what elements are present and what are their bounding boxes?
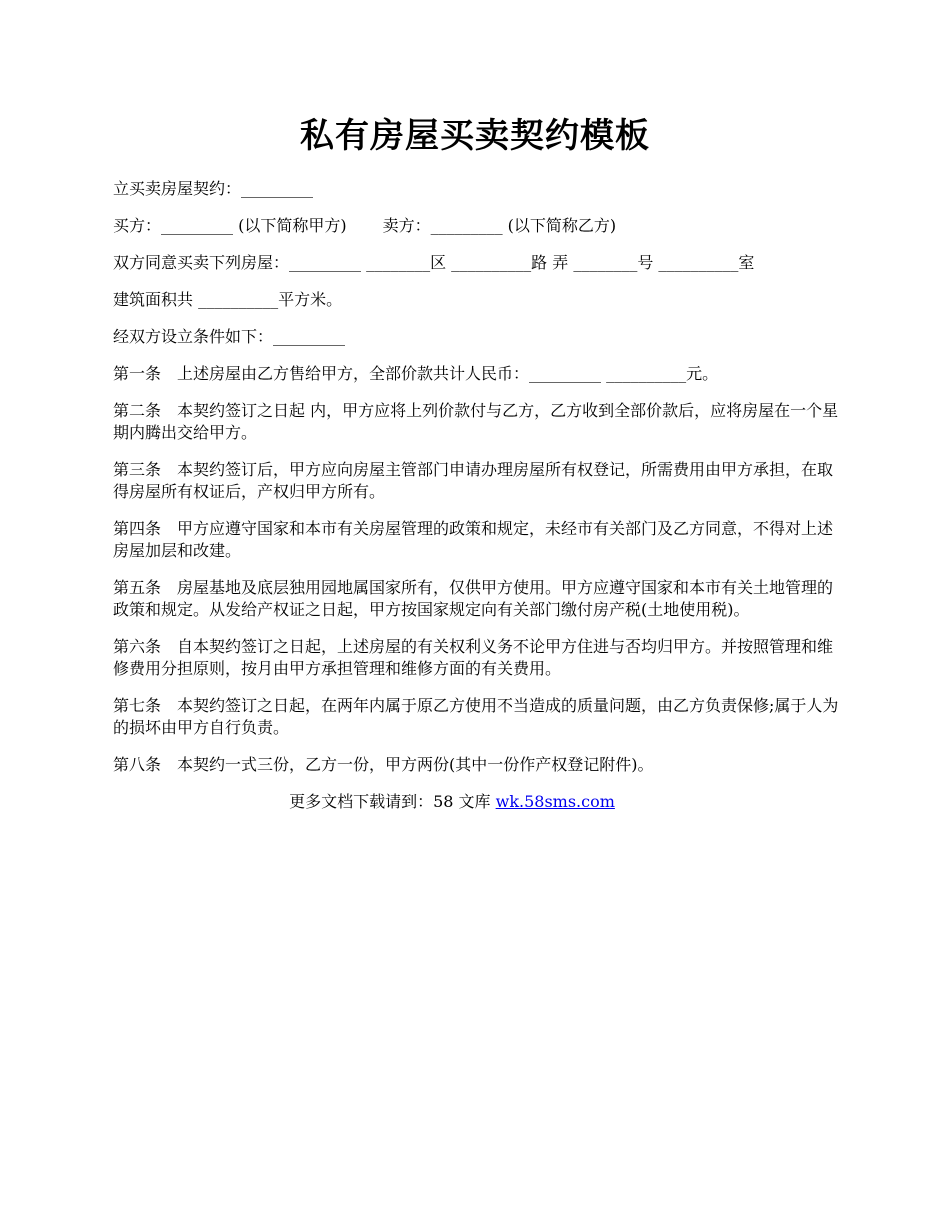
document-title: 私有房屋买卖契约模板 [300, 116, 650, 156]
article-8: 第八条 本契约一式三份，乙方一份，甲方两份(其中一份作产权登记附件)。 [113, 755, 654, 774]
article-1: 第一条 上述房屋由乙方售给甲方，全部价款共计人民币：_________ __________元。 [113, 364, 719, 383]
seller-clause: 卖方：_________ (以下简称乙方) [382, 216, 617, 235]
contract-intro: 立买卖房屋契约：_________ [113, 179, 314, 198]
document-body [113, 178, 841, 813]
article-4: 第四条 甲方应遵守国家和本市有关房屋管理的政策和规定，未经市有关部门及乙方同意，不得对上述房屋加层和改建。 [113, 519, 834, 560]
conditions-intro: 经双方设立条件如下：_________ [113, 327, 346, 346]
footer-link[interactable]: wk.58sms.com [495, 792, 615, 811]
footer-text: 更多文档下载请到：58 文库 [289, 792, 496, 811]
article-5: 第五条 房屋基地及底层独用园地属国家所有，仅供甲方使用。甲方应遵守国家和本市有关土地管理的政策和规定。从发给产权证之日起，甲方按国家规定向有关部门缴付房产税(土地使用税)。 [113, 578, 834, 619]
article-2: 第二条 本契约签订之日起 内，甲方应将上列价款付与乙方，乙方收到全部价款后，应将房屋在一个星期内腾出交给甲方。 [113, 401, 839, 442]
footer-download-note [113, 791, 791, 813]
property-address: 双方同意买卖下列房屋：_________ ________区 __________路 弄 ________号 __________室 [113, 253, 755, 272]
parties-line [113, 215, 841, 237]
article-6: 第六条 自本契约签订之日起，上述房屋的有关权利义务不论甲方住进与否均归甲方。并按照管理和维修费用分担原则，按月由甲方承担管理和维修方面的有关费用。 [113, 637, 834, 678]
building-area: 建筑面积共 __________平方米。 [113, 290, 343, 309]
article-3: 第三条 本契约签订后，甲方应向房屋主管部门申请办理房屋所有权登记，所需费用由甲方承担，在取得房屋所有权证后，产权归甲方所有。 [113, 460, 834, 501]
buyer-clause: 买方：_________ (以下简称甲方) [113, 216, 347, 235]
article-7: 第七条 本契约签订之日起，在两年内属于原乙方使用不当造成的质量问题，由乙方负责保修;属于人为的损坏由甲方自行负责。 [113, 696, 839, 737]
